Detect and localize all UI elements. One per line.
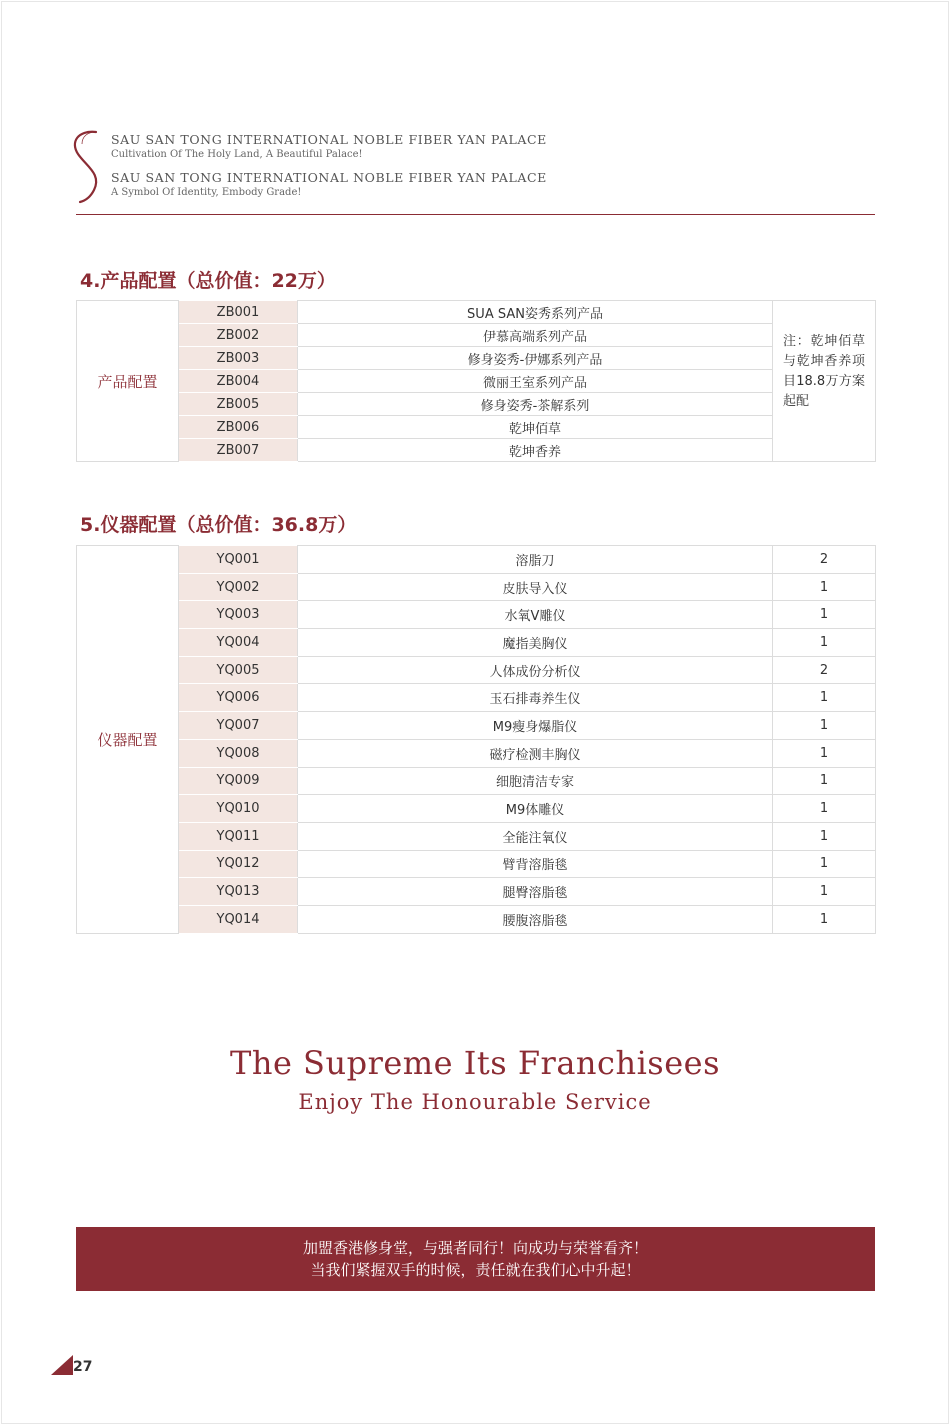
page-number: 27: [73, 1359, 93, 1375]
table-row: [77, 370, 876, 393]
instrument-name: 皮肤导入仪: [298, 573, 773, 601]
instrument-code: YQ013: [179, 878, 298, 906]
header-line-1: SAU SAN TONG INTERNATIONAL NOBLE FIBER YAN PALACE: [111, 132, 547, 147]
table-row: [77, 439, 876, 462]
instrument-code: YQ002: [179, 573, 298, 601]
instrument-code: YQ004: [179, 629, 298, 657]
instrument-qty: 1: [773, 739, 876, 767]
instrument-code: YQ001: [179, 546, 298, 574]
instrument-qty: 2: [773, 656, 876, 684]
instrument-qty: 1: [773, 822, 876, 850]
table-row: [77, 767, 876, 795]
page-corner-triangle-icon: [51, 1355, 73, 1375]
instrument-code: YQ003: [179, 601, 298, 629]
products-title: 4.产品配置（总价值：22万）: [80, 270, 336, 292]
instrument-code: YQ014: [179, 905, 298, 933]
instrument-qty: 1: [773, 601, 876, 629]
instruments-title: 5.仪器配置（总价值：36.8万）: [80, 514, 357, 536]
header-line-2: Cultivation Of The Holy Land, A Beautiful Palace!: [111, 149, 363, 160]
product-code: ZB005: [179, 393, 298, 416]
instrument-qty: 2: [773, 546, 876, 574]
instrument-name: M9瘦身爆脂仪: [298, 712, 773, 740]
instrument-name: 腿臀溶脂毯: [298, 878, 773, 906]
table-row: [77, 573, 876, 601]
table-row: [77, 739, 876, 767]
table-row: [77, 546, 876, 574]
table-row: [77, 656, 876, 684]
product-code: ZB004: [179, 370, 298, 393]
instrument-qty: 1: [773, 767, 876, 795]
product-code: ZB003: [179, 347, 298, 370]
product-note: 注：乾坤佰草与乾坤香养项目18.8万方案起配: [773, 301, 876, 462]
table-row: [77, 601, 876, 629]
product-code: ZB006: [179, 416, 298, 439]
table-row: [77, 324, 876, 347]
instrument-qty: 1: [773, 629, 876, 657]
table-row: [77, 795, 876, 823]
instrument-name: 磁疗检测丰胸仪: [298, 739, 773, 767]
category-label: 产品配置: [77, 301, 179, 462]
instrument-name: 玉石排毒养生仪: [298, 684, 773, 712]
instrument-code: YQ009: [179, 767, 298, 795]
product-name: 微丽王室系列产品: [298, 370, 773, 393]
table-row: [77, 347, 876, 370]
instruments-table: [76, 545, 876, 934]
slogan-title: The Supreme Its Franchisees: [229, 1044, 721, 1082]
header-line-4: A Symbol Of Identity, Embody Grade!: [111, 187, 302, 198]
instrument-qty: 1: [773, 905, 876, 933]
franchise-banner: [76, 1227, 875, 1291]
instrument-code: YQ007: [179, 712, 298, 740]
table-row: [77, 878, 876, 906]
header-line-3: SAU SAN TONG INTERNATIONAL NOBLE FIBER YAN PALACE: [111, 170, 547, 185]
instrument-qty: 1: [773, 795, 876, 823]
product-name: SUA SAN姿秀系列产品: [298, 301, 773, 324]
instrument-name: 臂背溶脂毯: [298, 850, 773, 878]
product-code: ZB001: [179, 301, 298, 324]
products-table: [76, 300, 876, 462]
instrument-code: YQ008: [179, 739, 298, 767]
instrument-name: 全能注氧仪: [298, 822, 773, 850]
table-row: [77, 712, 876, 740]
product-name: 修身姿秀-伊娜系列产品: [298, 347, 773, 370]
instrument-code: YQ010: [179, 795, 298, 823]
product-name: 伊慕高端系列产品: [298, 324, 773, 347]
category-label: 仪器配置: [77, 546, 179, 934]
instrument-qty: 1: [773, 712, 876, 740]
product-name: 乾坤佰草: [298, 416, 773, 439]
instrument-name: 魔指美胸仪: [298, 629, 773, 657]
instrument-code: YQ005: [179, 656, 298, 684]
slogan-subtitle: Enjoy The Honourable Service: [298, 1090, 652, 1114]
instrument-code: YQ011: [179, 822, 298, 850]
product-code: ZB002: [179, 324, 298, 347]
header-divider: [76, 214, 875, 215]
product-name: 修身姿秀-茶解系列: [298, 393, 773, 416]
table-row: [77, 684, 876, 712]
brand-s-logo: [66, 128, 106, 204]
instrument-code: YQ012: [179, 850, 298, 878]
table-row: [77, 850, 876, 878]
table-row: [77, 301, 876, 324]
instrument-name: M9体雕仪: [298, 795, 773, 823]
table-row: [77, 393, 876, 416]
banner-line-1: 加盟香港修身堂，与强者同行！向成功与荣誉看齐！: [302, 1239, 648, 1257]
product-code: ZB007: [179, 439, 298, 462]
instrument-qty: 1: [773, 878, 876, 906]
instrument-name: 腰腹溶脂毯: [298, 905, 773, 933]
instrument-name: 水氧V雕仪: [298, 601, 773, 629]
instrument-name: 溶脂刀: [298, 546, 773, 574]
instrument-qty: 1: [773, 850, 876, 878]
product-name: 乾坤香养: [298, 439, 773, 462]
instrument-name: 人体成份分析仪: [298, 656, 773, 684]
instrument-qty: 1: [773, 573, 876, 601]
table-row: [77, 416, 876, 439]
table-row: [77, 822, 876, 850]
table-row: [77, 629, 876, 657]
header-text: [111, 131, 547, 207]
instrument-name: 细胞清洁专家: [298, 767, 773, 795]
instrument-qty: 1: [773, 684, 876, 712]
instrument-code: YQ006: [179, 684, 298, 712]
banner-line-2: 当我们紧握双手的时候，责任就在我们心中升起！: [310, 1261, 641, 1279]
table-row: [77, 905, 876, 933]
